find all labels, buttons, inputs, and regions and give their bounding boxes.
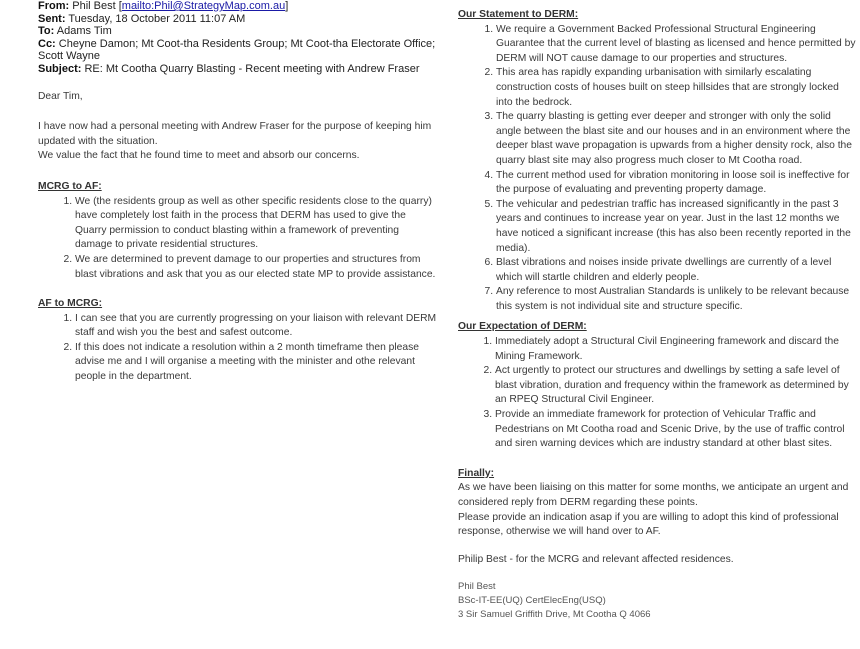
- subject-label: Subject:: [38, 62, 82, 75]
- to-value: Adams Tim: [56, 25, 112, 38]
- from-line: From: Phil Best [mailto:Phil@StrategyMap.com.au]: [38, 0, 289, 12]
- expectation-list: [458, 335, 858, 452]
- signature-name: Phil Best: [458, 581, 496, 593]
- list-item: 2. If this does not indicate a resolution within a 2 month timeframe then please advise me and I will organise a meeting with the minister and othe relevant people in the department.: [75, 341, 438, 385]
- cc-label: Cc:: [38, 37, 56, 50]
- statement-heading: Our Statement to DERM:: [458, 9, 579, 20]
- signature-block: [458, 580, 858, 621]
- list-item: 1. We require a Government Backed Professional Structural Engineering Guarantee that the current level of blasting as licensed and hence permitted by DERM will NOT cause damage to our properties and structures.: [496, 23, 858, 67]
- subject-line: [38, 63, 438, 76]
- email-header: [38, 0, 438, 76]
- list-item: 1. We (the residents group as well as other specific residents close to the quarry) have completely lost faith in the process that DERM has used to give the Quarry permission to conduct blasting within a framework of preventing damage to private residential structures.: [75, 195, 438, 253]
- list-item: 4. The current method used for vibration monitoring in loose soil is ineffective for the purpose of evaluating and preventing property damage.: [496, 169, 858, 198]
- af-heading: AF to MCRG:: [38, 298, 103, 310]
- mcrg-heading: MCRG to AF:: [38, 180, 102, 192]
- list-item: 3. The quarry blasting is getting ever deeper and stronger with only the solid angle between the blast site and our houses and in an environment where the deeper blast wave propagation is upwards from a higher density rock, also the quarry blast site may also progress much closer to Mt Cootha road.: [496, 110, 858, 168]
- to-line: [38, 25, 438, 38]
- list-item: 7. Any reference to most Australian Standards is unlikely to be relevant because this system is not individual site and structure specific.: [496, 285, 858, 314]
- finally-paragraph-1: As we have been liaising on this matter for some months, we anticipate an urgent and considered reply from DERM regarding these points.: [458, 482, 849, 508]
- list-item: 6. Blast vibrations and noises inside private dwellings are currently of a level which will startle children and elderly people.: [496, 256, 858, 285]
- list-item: 1. Immediately adopt a Structural Civil Engineering framework and discard the Mining Framework.: [495, 335, 858, 364]
- salutation: Dear Tim,: [38, 90, 83, 102]
- to-label: To:: [38, 25, 55, 38]
- cc-value: Cheyne Damon; Mt Coot-tha Residents Group; Mt Coot-tha Electorate Office; Scott Wayne: [38, 37, 436, 63]
- from-email-link[interactable]: mailto:Phil@StrategyMap.com.au: [121, 0, 286, 12]
- mcrg-list: [38, 195, 438, 283]
- closing-line: Philip Best - for the MCRG and relevant affected residences.: [458, 553, 734, 565]
- sent-label: Sent:: [38, 12, 66, 25]
- intro-paragraph-1: I have now had a personal meeting with Andrew Fraser for the purpose of keeping him updated with the situation.: [38, 121, 432, 147]
- list-item: 5. The vehicular and pedestrian traffic has increased significantly in the past 3 years and continues to increase year on year. Just in the last 12 months we have noticed a significant increase (this has also been recently reported in the media).: [496, 198, 858, 256]
- signature-address: 3 Sir Samuel Griffith Drive, Mt Cootha Q 4066: [458, 608, 651, 620]
- list-item: 2. We are determined to prevent damage to our properties and structures from blast vibrations and ask that you as our elected state MP to provide assistance.: [75, 253, 438, 282]
- af-list: [38, 312, 438, 385]
- finally-heading: Finally:: [458, 467, 495, 479]
- sent-line: [38, 13, 438, 26]
- list-item: 2. This area has rapidly expanding urbanisation with similarly escalating construction costs of houses built on steep hillsides that are strongly locked into the bedrock.: [496, 66, 858, 110]
- list-item: 1. I can see that you are currently progressing on your liaison with relevant DERM staff and wish you the best and safest outcome.: [75, 312, 438, 341]
- statement-list: [458, 23, 858, 315]
- from-name: Phil Best: [72, 0, 116, 12]
- left-column: [38, 0, 438, 385]
- list-item: 3. Provide an immediate framework for protection of Vehicular Traffic and Pedestrians on Mt Cootha road and Scenic Drive, by the use of traffic control and siren warning devices which are industry standard at other blast sites.: [495, 408, 858, 452]
- sent-value: Tuesday, 18 October 2011 11:07 AM: [68, 12, 246, 25]
- expectation-heading: Our Expectation of DERM:: [458, 321, 587, 333]
- list-item: 2. Act urgently to protect our structures and dwellings by setting a safe level of blast vibration, duration and frequency within the framework as determined by an RPEQ Structural Civil Engineer.: [495, 364, 858, 408]
- cc-line: [38, 38, 438, 63]
- signature-credentials: BSc-IT-EE(UQ) CertElecEng(USQ): [458, 595, 606, 607]
- right-column: [458, 8, 858, 622]
- from-label: From:: [38, 0, 70, 12]
- finally-paragraph-2: Please provide an indication asap if you are willing to adopt this kind of professional response, otherwise we will hand over to AF.: [458, 511, 839, 538]
- subject-value: RE: Mt Cootha Quarry Blasting - Recent meeting with Andrew Fraser: [84, 62, 420, 75]
- intro-paragraph-2: We value the fact that he found time to meet and absorb our concerns.: [38, 150, 360, 162]
